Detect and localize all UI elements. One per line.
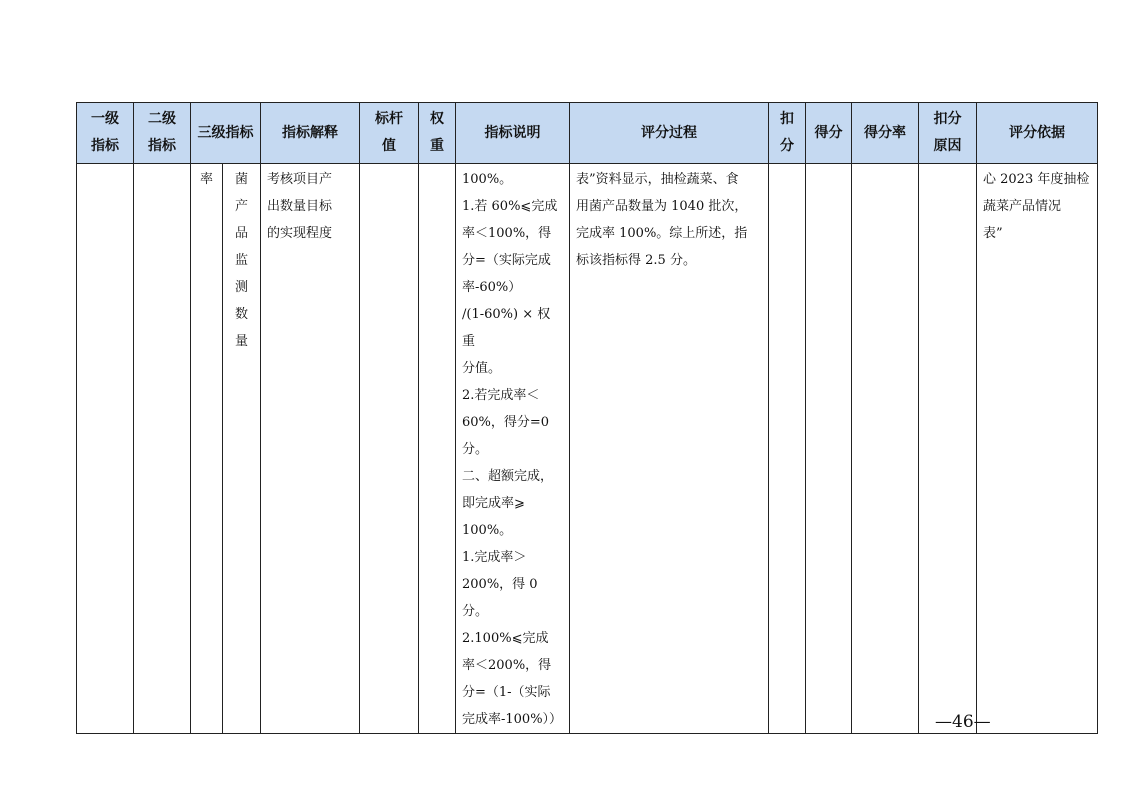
cell-description: 100%。 1.若 60%⩽完成 率＜100%，得 分=（实际完成 率-60%） /(1-60%) × 权重 分值。 2.若完成率＜ 60%，得分=0 分。 二、超额完成， 即完成率⩾ 100%。 1.完成率＞ 200%，得 0 分。 2.100%⩽完成 率＜200%，得 分=（1-（实际 完成率-100%）） [456, 164, 570, 734]
cell-weight [419, 164, 456, 734]
evaluation-table [76, 102, 1098, 734]
header-process: 评分过程 [570, 103, 769, 164]
vertical-char: 产 [234, 199, 248, 214]
vertical-char: 菌 [234, 172, 248, 187]
cell-explanation: 考核项目产 出数量目标 的实现程度 [261, 164, 360, 734]
cell-benchmark [360, 164, 419, 734]
header-score-rate: 得分率 [852, 103, 919, 164]
cell-deduct-reason [919, 164, 977, 734]
header-deduct-reason: 扣分 原因 [919, 103, 977, 164]
vertical-char: 测 [234, 280, 248, 295]
header-deduct: 扣 分 [769, 103, 806, 164]
header-weight: 权 重 [419, 103, 456, 164]
vertical-char: 数 [234, 307, 248, 322]
header-level2: 二级 指标 [134, 103, 191, 164]
cell-process: 表”资料显示，抽检蔬菜、食 用菌产品数量为 1040 批次， 完成率 100%。综上所述，指 标该指标得 2.5 分。 [570, 164, 769, 734]
header-benchmark: 标杆 值 [360, 103, 419, 164]
header-basis: 评分依据 [977, 103, 1098, 164]
page-number: —46— [935, 712, 991, 732]
header-description: 指标说明 [456, 103, 570, 164]
vertical-text-a [191, 164, 222, 193]
header-row [77, 103, 1098, 164]
vertical-char: 量 [234, 334, 248, 349]
vertical-char: 率 [199, 172, 213, 187]
header-level3: 三级指标 [191, 103, 261, 164]
cell-level1 [77, 164, 134, 734]
vertical-char: 监 [234, 253, 248, 268]
table-row [77, 164, 1098, 734]
vertical-char: 品 [234, 226, 248, 241]
cell-level3-a [191, 164, 223, 734]
cell-basis: 心 2023 年度抽检 蔬菜产品情况 表” [977, 164, 1098, 734]
header-explanation: 指标解释 [261, 103, 360, 164]
vertical-text-b [223, 164, 260, 355]
cell-score [806, 164, 852, 734]
cell-level3-b [223, 164, 261, 734]
header-score: 得分 [806, 103, 852, 164]
cell-deduct [769, 164, 806, 734]
cell-level2 [134, 164, 191, 734]
header-level1: 一级 指标 [77, 103, 134, 164]
cell-score-rate [852, 164, 919, 734]
